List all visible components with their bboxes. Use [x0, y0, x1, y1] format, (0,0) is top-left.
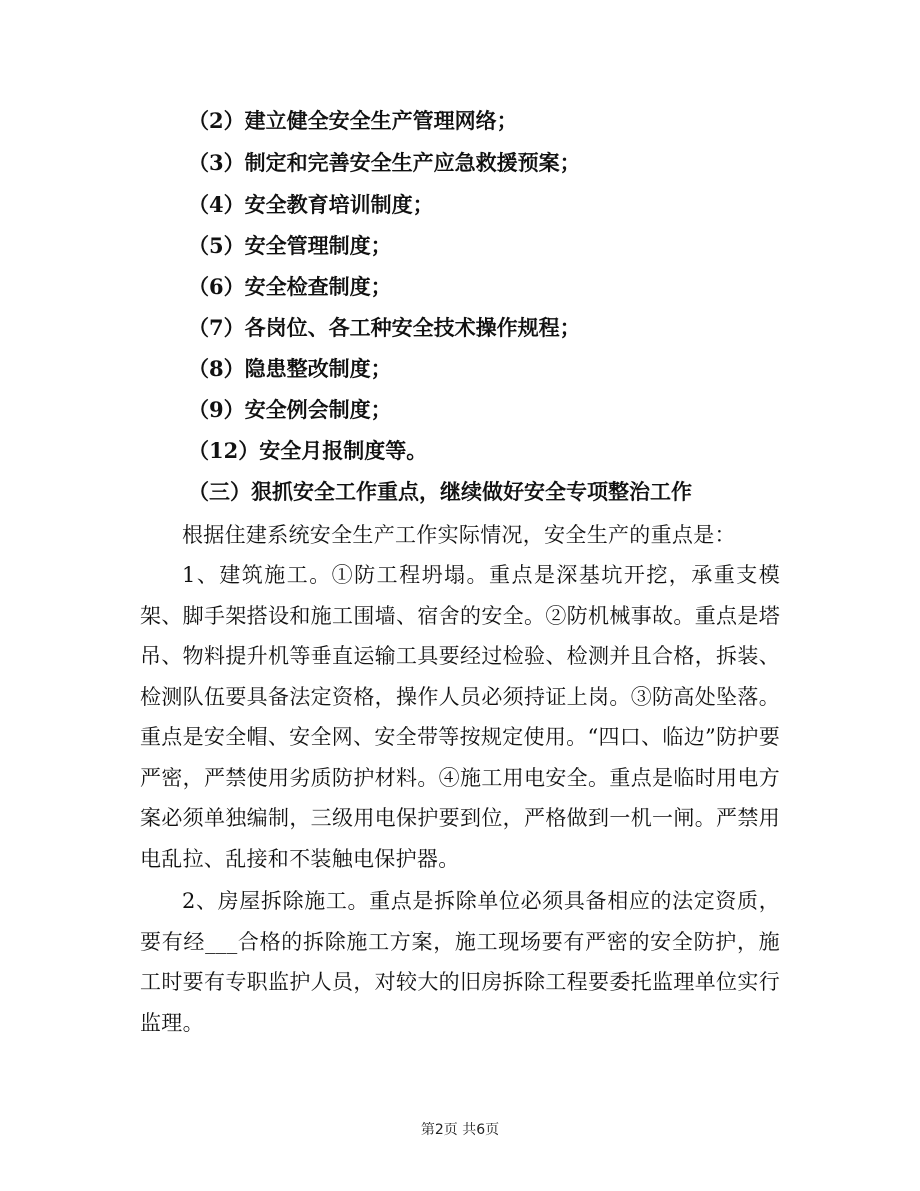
intro-text: 根据住建系统安全生产工作实际情况，安全生产的重点是： [182, 523, 736, 547]
list-item-2: （2）建立健全安全生产管理网络； [188, 108, 518, 133]
list-item-12: （12）安全月报制度等。 [188, 438, 428, 463]
intro-paragraph [140, 515, 780, 556]
list-item-6: （6）安全检查制度； [188, 274, 392, 299]
paragraph-building-construction [140, 555, 780, 879]
paragraph-demolition [140, 881, 780, 1043]
list-item-4: （4）安全教育培训制度； [188, 192, 434, 217]
list-item-8: （8）隐患整改制度； [188, 356, 392, 381]
paragraph-2-text: 2、房屋拆除施工。重点是拆除单位必须具备相应的法定资质，要有经___合格的拆除施工方案，施工现场要有严密的安全防护，施工时要有专职监护人员，对较大的旧房拆除工程要委托监理单位实行监理。 [140, 889, 780, 1035]
list-item-5: （5）安全管理制度； [188, 233, 392, 258]
paragraph-1-text: 1、建筑施工。①防工程坍塌。重点是深基坑开挖，承重支模架、脚手架搭设和施工围墙、宿舍的安全。②防机械事故。重点是塔吊、物料提升机等垂直运输工具要经过检验、检测并且合格，拆装、检测队伍要具备法定资格，操作人员必须持证上岗。③防高处坠落。重点是安全帽、安全网、安全带等按规定使用。“四口、临边”防护要严密，严禁使用劣质防护材料。④施工用电安全。重点是临时用电方案必须单独编制，三级用电保护要到位，严格做到一机一闸。严禁用电乱拉、乱接和不装触电保护器。 [140, 563, 780, 871]
list-item-9: （9）安全例会制度； [188, 397, 392, 422]
list-item-3: （3）制定和完善安全生产应急救援预案； [188, 150, 581, 175]
page-footer: 第2页 共6页 [420, 1122, 500, 1138]
list-item-7: （7）各岗位、各工种安全技术操作规程； [188, 315, 581, 340]
section-heading: （三）狠抓安全工作重点，继续做好安全专项整治工作 [188, 479, 692, 504]
